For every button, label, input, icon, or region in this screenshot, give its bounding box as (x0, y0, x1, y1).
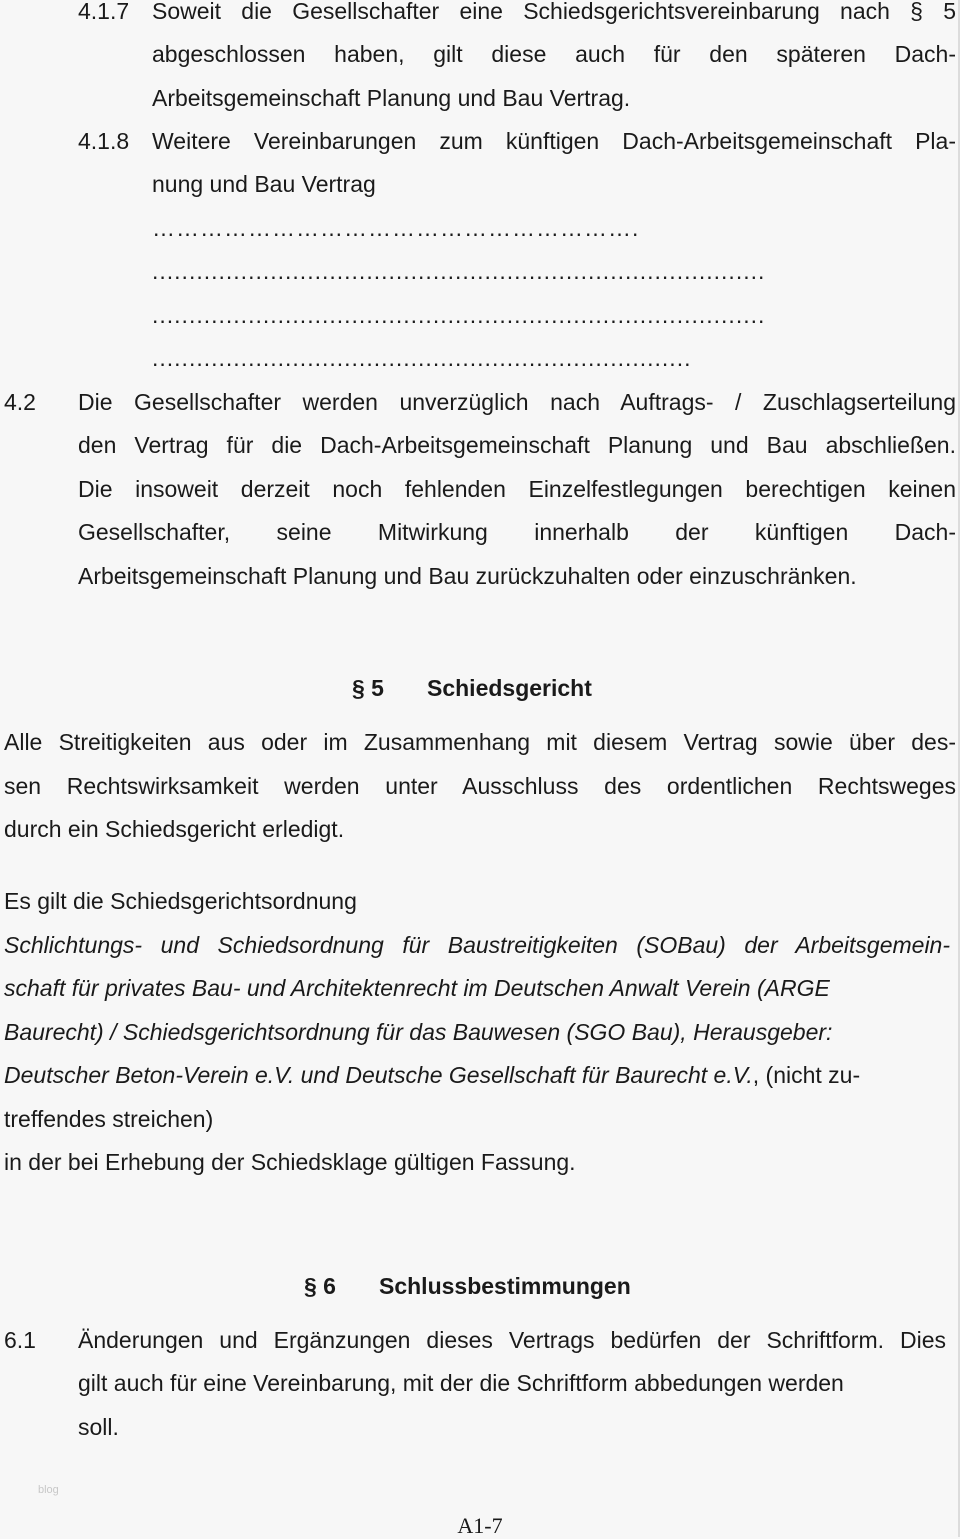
section-5-rules-line-6: in der bei Erhebung der Schiedsklage gültigen Fassung. (4, 1149, 576, 1175)
clause-4-2-line-1: Die Gesellschafter werden unverzüglich nach Auftrags- / Zuschlagserteilung (78, 389, 956, 415)
clause-4-1-7-line-3: Arbeitsgemeinschaft Planung und Bau Vertrag. (152, 85, 631, 111)
clause-4-1-8-line-2: nung und Bau Vertrag (152, 171, 376, 197)
section-5-para-2-intro: Es gilt die Schiedsgerichtsordnung (4, 888, 357, 914)
section-5-rules-line-4-normal: , (nicht zu- (752, 1062, 861, 1088)
page-number: A1-7 (457, 1513, 503, 1538)
section-5-rules-line-4 (4, 1060, 860, 1090)
section-5-para-1-line-2: sen Rechtswirksamkeit werden unter Ausschluss des ordentlichen Rechtsweges (4, 773, 956, 799)
section-5-rules-line-1: Schlichtungs- und Schiedsordnung für Baustreitigkeiten (SOBau) der Arbeitsgemein- (4, 932, 950, 958)
fill-in-line-2: ................................................................................... (152, 258, 766, 284)
clause-4-2-line-3: Die insoweit derzeit noch fehlenden Einzelfestlegungen berechtigen keinen (78, 476, 956, 502)
clause-6-1-line-3: soll. (78, 1414, 119, 1440)
section-5-para-1-line-1: Alle Streitigkeiten aus oder im Zusammenhang mit diesem Vertrag sowie über des- (4, 729, 956, 755)
clause-4-1-7-line-1: Soweit die Gesellschafter eine Schiedsgerichtsvereinbarung nach § 5 (152, 0, 956, 24)
section-5-title: Schiedsgericht (427, 675, 592, 701)
section-6-symbol: § 6 (304, 1273, 336, 1299)
section-5-para-1-line-3: durch ein Schiedsgericht erledigt. (4, 816, 345, 842)
clause-4-1-8-line-1: Weitere Vereinbarungen zum künftigen Dach-Arbeitsgemeinschaft Pla- (152, 128, 956, 154)
clause-6-1-line-2: gilt auch für eine Vereinbarung, mit der die Schriftform abbedungen werden (78, 1370, 844, 1396)
clause-number-4-1-7: 4.1.7 (78, 0, 130, 24)
clause-6-1-line-1: Änderungen und Ergänzungen dieses Vertrags bedürfen der Schriftform. Dies (78, 1327, 946, 1353)
clause-number-6-1: 6.1 (4, 1327, 36, 1353)
clause-number-4-1-8: 4.1.8 (78, 128, 130, 154)
clause-4-2-line-2: den Vertrag für die Dach-Arbeitsgemeinschaft Planung und Bau abschließen. (78, 432, 956, 458)
section-6-title: Schlussbestimmungen (379, 1273, 631, 1299)
clause-number-4-2: 4.2 (4, 389, 36, 415)
section-5-symbol: § 5 (352, 675, 384, 701)
watermark: blog (38, 1484, 59, 1496)
fill-in-line-1: ……………………………………………………. (152, 215, 640, 241)
section-5-rules-line-4-italic: Deutscher Beton-Verein e.V. und Deutsche Gesellschaft für Baurecht e.V. (4, 1062, 753, 1088)
fill-in-line-4: ......................................................................... (152, 345, 692, 371)
section-5-rules-line-2: schaft für privates Bau- und Architektenrecht im Deutschen Anwalt Verein (ARGE (4, 975, 830, 1001)
clause-4-1-7-line-2: abgeschlossen haben, gilt diese auch für den späteren Dach- (152, 41, 956, 67)
section-5-rules-line-5: treffendes streichen) (4, 1106, 214, 1132)
section-5-rules-line-3: Baurecht) / Schiedsgerichtsordnung für das Bauwesen (SGO Bau), Herausgeber: (4, 1019, 833, 1045)
clause-4-2-line-5: Arbeitsgemeinschaft Planung und Bau zurückzuhalten oder einzuschränken. (78, 563, 857, 589)
clause-4-2-line-4: Gesellschafter, seine Mitwirkung innerhalb der künftigen Dach- (78, 519, 956, 545)
fill-in-line-3: ................................................................................... (152, 302, 766, 328)
